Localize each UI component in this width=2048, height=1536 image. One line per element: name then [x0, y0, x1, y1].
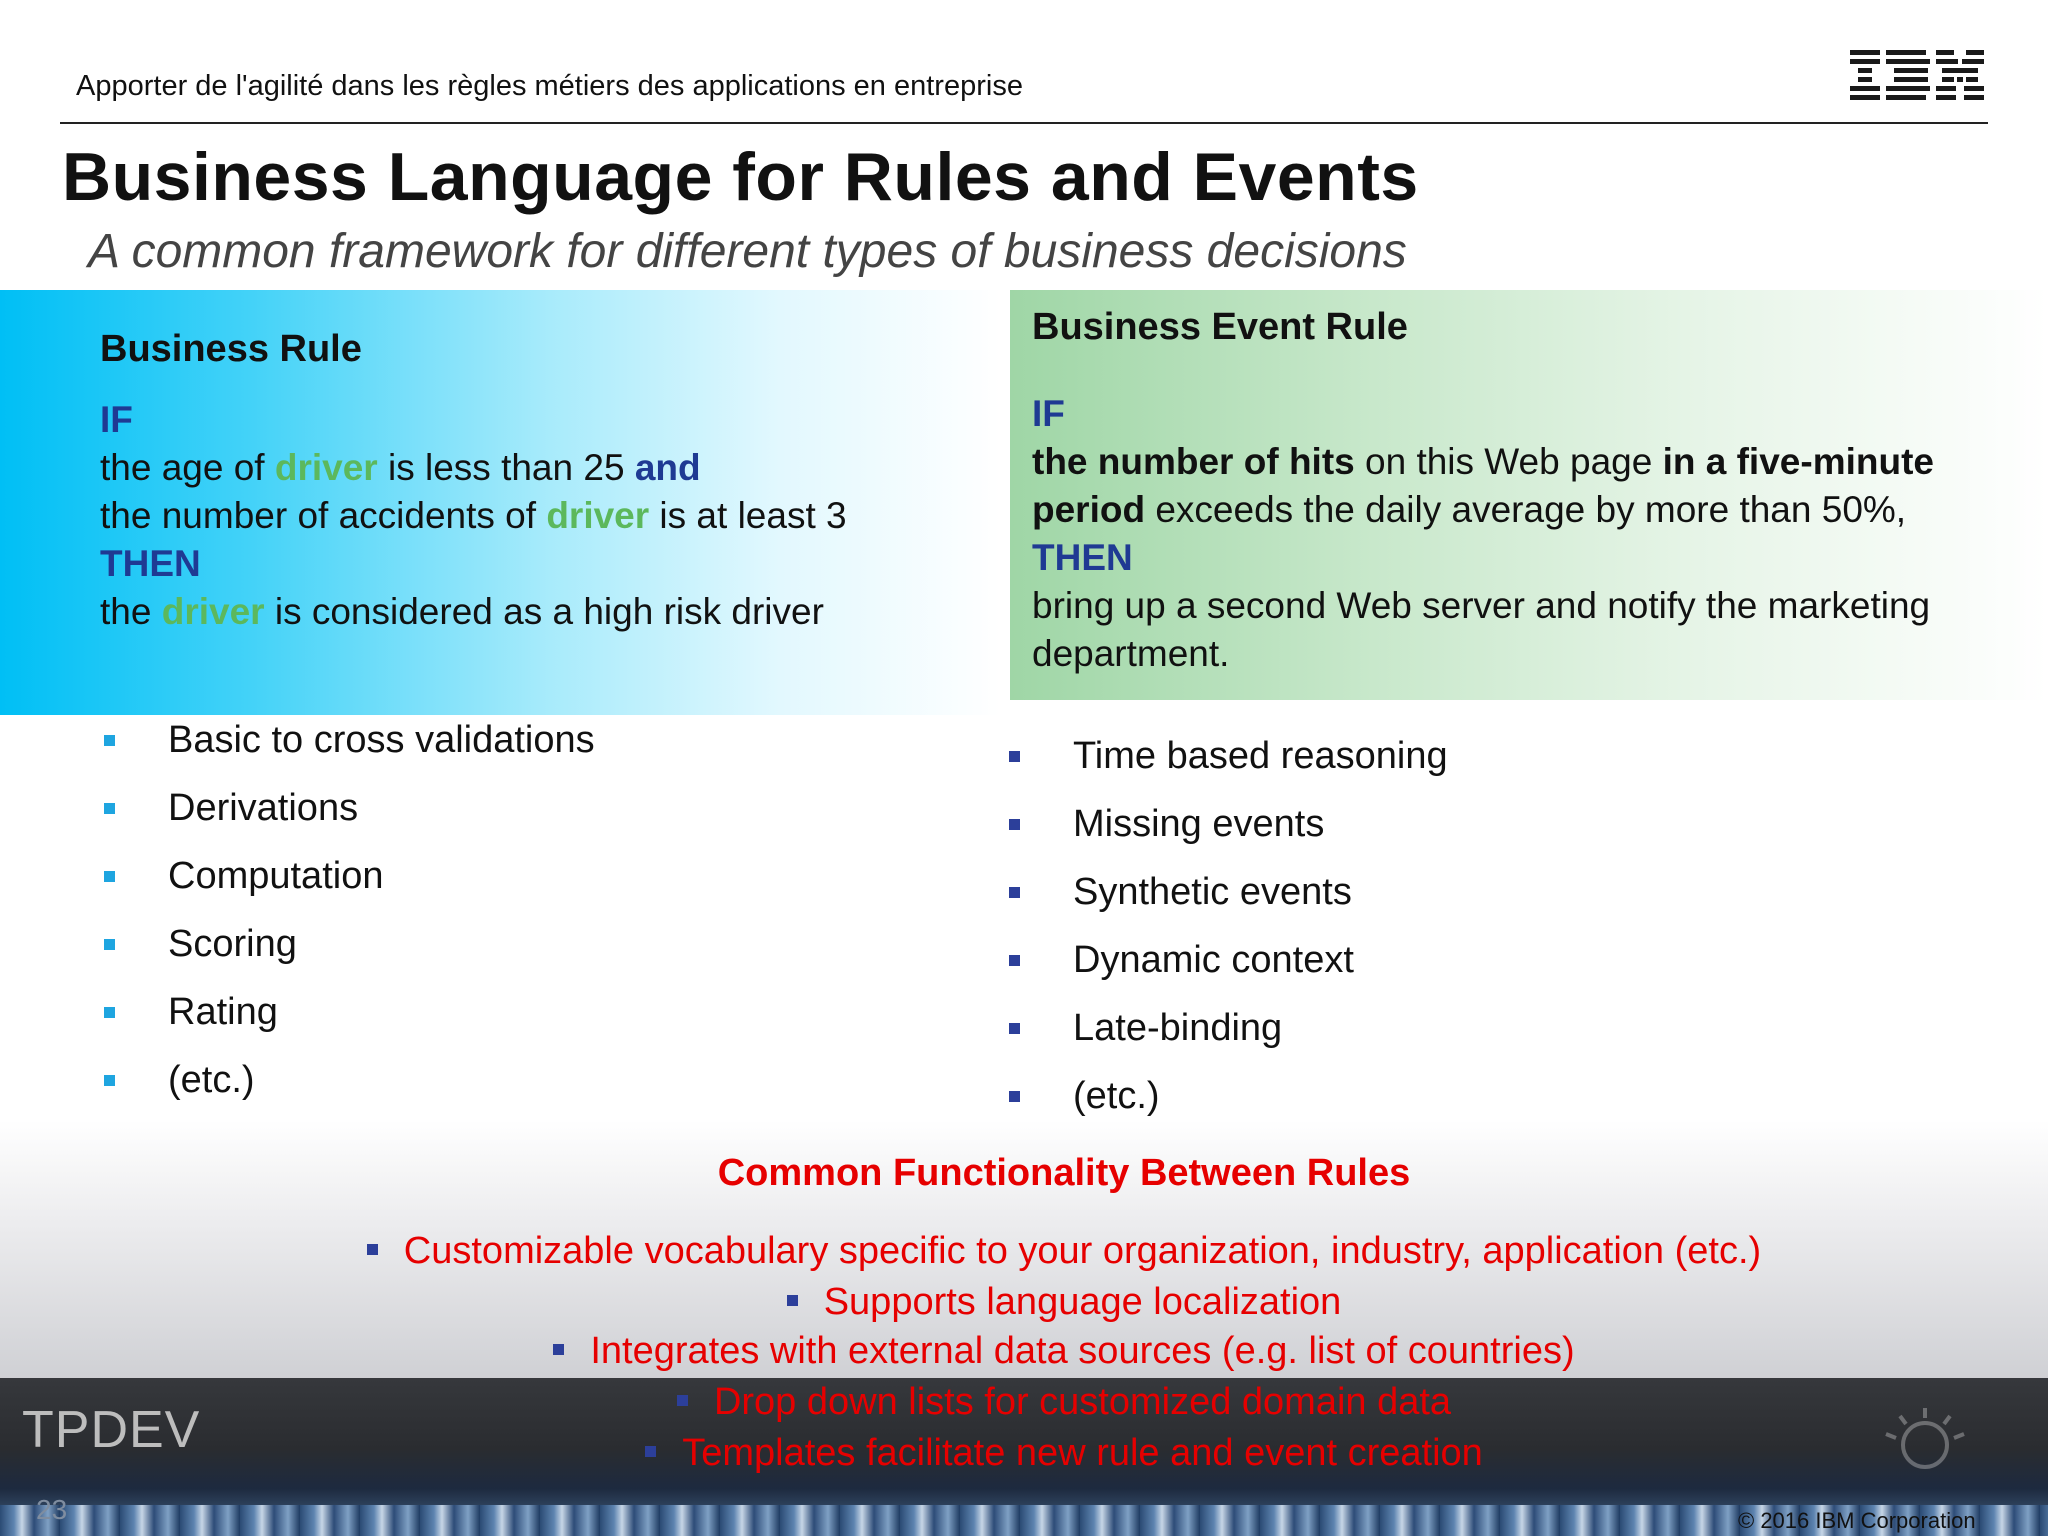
list-item-label: (etc.) [168, 1058, 255, 1101]
common-item-label: Drop down lists for customized domain data [713, 1381, 1452, 1423]
rule-text-bold: the number of hits [1032, 441, 1355, 482]
list-item-label: Missing events [1073, 802, 1325, 845]
common-item [0, 1432, 2048, 1475]
list-item [1009, 722, 1909, 790]
business-rule-text [100, 396, 847, 636]
common-item [0, 1230, 2048, 1273]
variable-driver: driver [546, 495, 650, 536]
list-item-label: Late-binding [1073, 1006, 1283, 1049]
list-item [104, 978, 904, 1046]
list-item [104, 910, 904, 978]
rule-text: department. [1032, 633, 1230, 674]
list-item-label: Rating [168, 990, 278, 1033]
bullet-square-icon [104, 1075, 115, 1086]
if-keyword: IF [100, 399, 133, 440]
business-rule-use-cases [104, 706, 904, 1114]
bullet-square-icon [645, 1446, 656, 1457]
list-item-label: Computation [168, 854, 384, 897]
list-item [1009, 926, 1909, 994]
list-item-label: Basic to cross validations [168, 718, 595, 761]
ibm-logo [1850, 46, 1986, 102]
bullet-square-icon [104, 735, 115, 746]
common-item [0, 1281, 2048, 1324]
bullet-square-icon [553, 1344, 564, 1355]
list-item-label: Scoring [168, 922, 297, 965]
variable-driver: driver [274, 447, 378, 488]
bullet-square-icon [104, 871, 115, 882]
common-item-label: Supports language localization [823, 1281, 1342, 1323]
list-item [1009, 994, 1909, 1062]
rule-text: the [100, 591, 162, 632]
page-title: Business Language for Rules and Events [62, 139, 1419, 215]
bullet-square-icon [104, 939, 115, 950]
header-text: Apporter de l'agilité dans les règles métiers des applications en entreprise [76, 70, 1023, 102]
then-keyword: THEN [1032, 537, 1133, 578]
bullet-square-icon [1009, 887, 1020, 898]
list-item [104, 774, 904, 842]
bullet-square-icon [1009, 819, 1020, 830]
bullet-square-icon [787, 1295, 798, 1306]
common-functionality-heading: Common Functionality Between Rules [717, 1152, 1411, 1194]
list-item [104, 1046, 904, 1114]
rule-text: exceeds the daily average by more than 50%, [1145, 489, 1907, 530]
bullet-square-icon [677, 1395, 688, 1406]
business-event-rule-heading: Business Event Rule [1032, 306, 1408, 348]
business-event-rule-panel [1010, 290, 2048, 700]
list-item [104, 842, 904, 910]
page-subtitle: A common framework for different types of business decisions [88, 225, 1407, 278]
rule-text: bring up a second Web server and notify the marketing [1032, 585, 1931, 626]
rule-text-bold: period [1032, 489, 1146, 530]
rule-text: the age of [100, 447, 275, 488]
copyright-text: © 2016 IBM Corporation [1738, 1508, 1976, 1533]
list-item-label: Derivations [168, 786, 359, 829]
common-item-label: Templates facilitate new rule and event creation [682, 1432, 1483, 1474]
page-number: 23 [36, 1494, 68, 1525]
bullet-square-icon [104, 803, 115, 814]
business-event-use-cases [1009, 722, 1909, 1130]
bullet-square-icon [1009, 955, 1020, 966]
rule-text: is less than 25 [377, 447, 635, 488]
watermark-text: TPDEV [22, 1401, 201, 1459]
and-keyword: and [634, 447, 701, 488]
list-item-label: Dynamic context [1073, 938, 1354, 981]
if-keyword: IF [1032, 393, 1065, 434]
bullet-square-icon [1009, 1091, 1020, 1102]
bullet-square-icon [1009, 751, 1020, 762]
list-item [104, 706, 904, 774]
bullet-square-icon [104, 1007, 115, 1018]
rule-text: the number of accidents of [100, 495, 547, 536]
then-keyword: THEN [100, 543, 201, 584]
rule-text-bold: in a five-minute [1662, 441, 1934, 482]
header-divider [60, 122, 1988, 124]
bullet-square-icon [1009, 1023, 1020, 1034]
common-item-label: Customizable vocabulary specific to your organization, industry, application (etc.) [403, 1230, 1762, 1272]
business-rule-panel [0, 290, 1000, 715]
rule-text: is considered as a high risk driver [264, 591, 824, 632]
list-item [1009, 858, 1909, 926]
list-item-label: Synthetic events [1073, 870, 1352, 913]
bullet-square-icon [367, 1244, 378, 1255]
common-item-label: Integrates with external data sources (e.g. list of countries) [590, 1330, 1575, 1372]
list-item-label: (etc.) [1073, 1074, 1160, 1117]
business-rule-heading: Business Rule [100, 328, 362, 370]
rule-text: is at least 3 [649, 495, 847, 536]
rule-text: on this Web page [1354, 441, 1663, 482]
variable-driver: driver [161, 591, 265, 632]
common-item [0, 1381, 2048, 1424]
common-item [0, 1330, 2048, 1373]
list-item [1009, 790, 1909, 858]
list-item-label: Time based reasoning [1073, 734, 1448, 777]
business-event-rule-text [1032, 390, 2032, 678]
